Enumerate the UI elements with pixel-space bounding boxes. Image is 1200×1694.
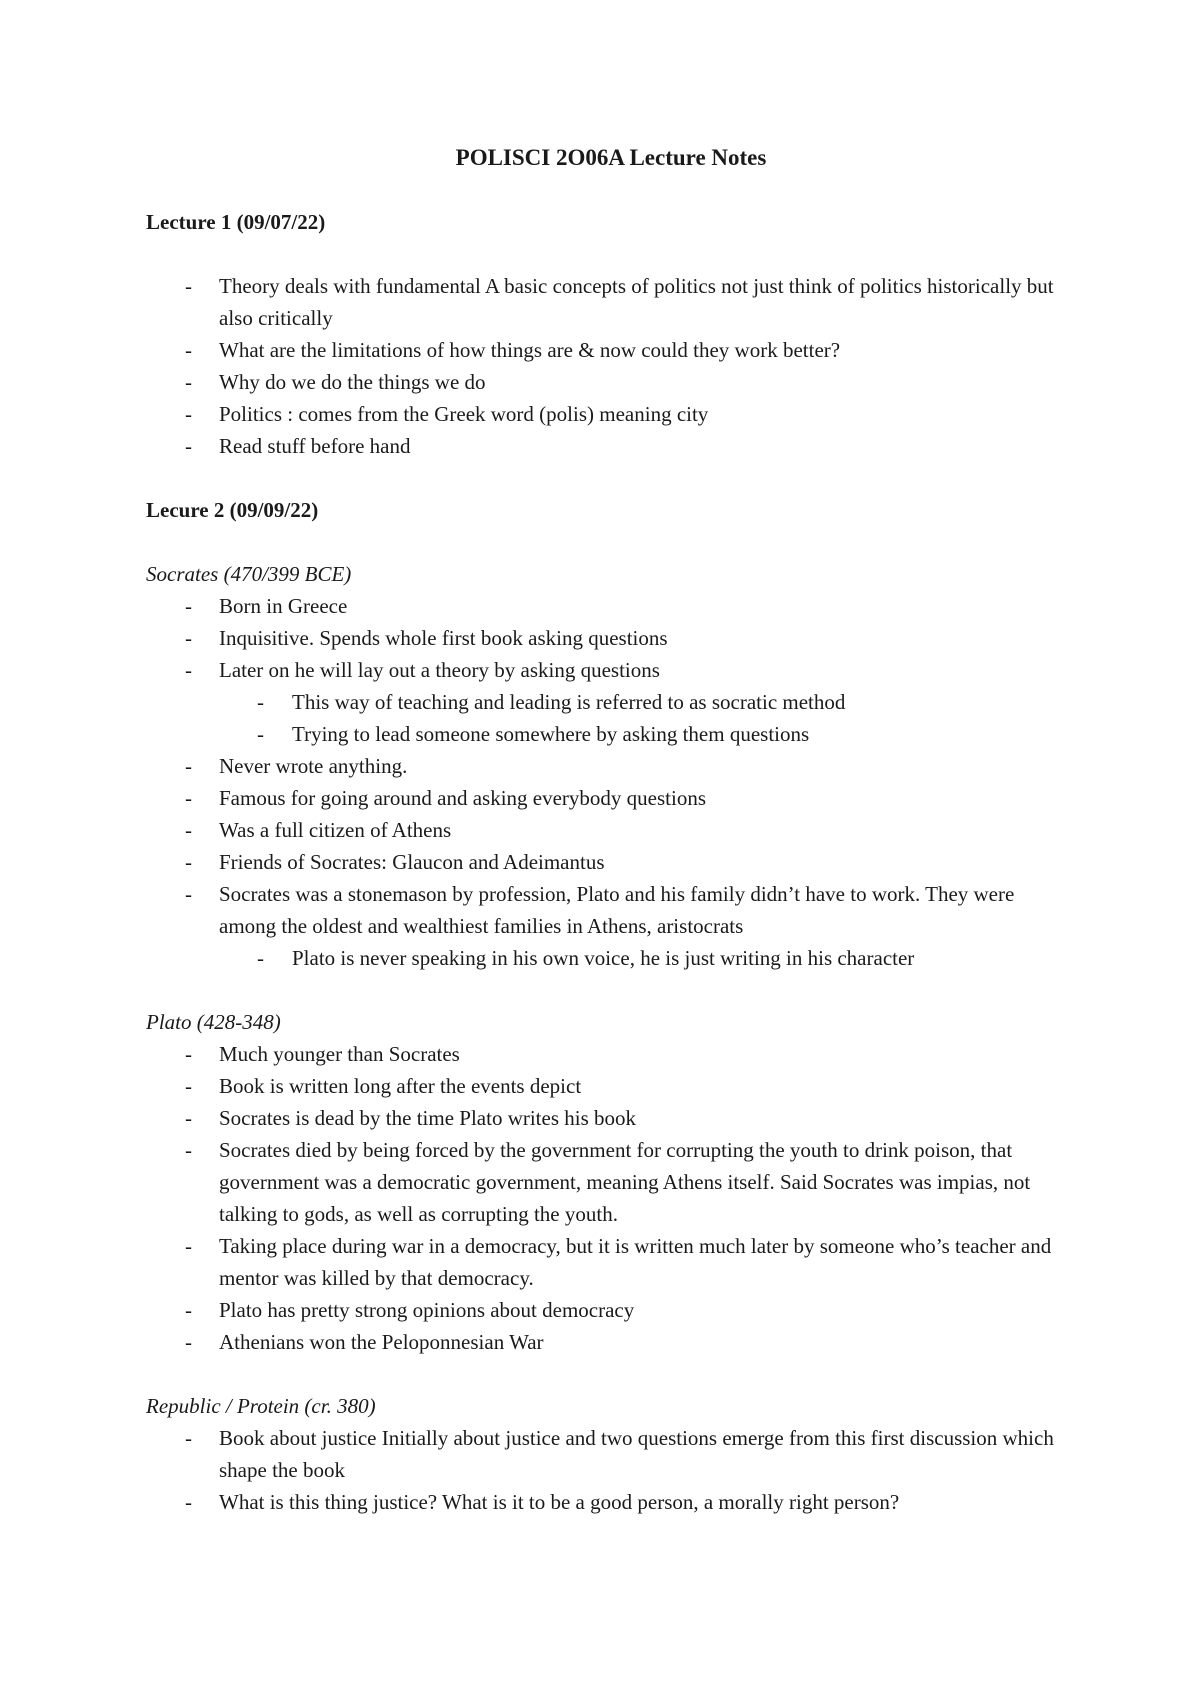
list-item: - Socrates is dead by the time Plato writes his book: [146, 1102, 1076, 1134]
lecture-1-bullets: [146, 270, 1076, 462]
list-item: - Taking place during war in a democracy, but it is written much later by someone who’s teacher and mentor was killed by that democracy.: [146, 1230, 1076, 1294]
list-item: - Was a full citizen of Athens: [146, 814, 1076, 846]
list-item: - Book is written long after the events depict: [146, 1070, 1076, 1102]
list-item: - Never wrote anything.: [146, 750, 1076, 782]
list-item: - Born in Greece: [146, 590, 1076, 622]
document-title: POLISCI 2O06A Lecture Notes: [455, 145, 767, 170]
lecture-1-heading: Lecture 1 (09/07/22): [146, 210, 326, 234]
list-item: - Book about justice Initially about justice and two questions emerge from this first discussion which shape the book: [146, 1422, 1076, 1486]
list-item: - Later on he will lay out a theory by asking questions: [146, 654, 1076, 686]
socrates-heading: Socrates (470/399 BCE): [146, 562, 352, 586]
republic-bullets: [146, 1422, 1076, 1518]
sub-list-item: - Plato is never speaking in his own voice, he is just writing in his character: [146, 942, 1076, 974]
list-item: - Famous for going around and asking everybody questions: [146, 782, 1076, 814]
list-item: - Inquisitive. Spends whole first book asking questions: [146, 622, 1076, 654]
list-item: - Theory deals with fundamental A basic concepts of politics not just think of politics historically but also critically: [146, 270, 1076, 334]
list-item: - Politics : comes from the Greek word (polis) meaning city: [146, 398, 1076, 430]
list-item: - Friends of Socrates: Glaucon and Adeimantus: [146, 846, 1076, 878]
list-item: - Why do we do the things we do: [146, 366, 1076, 398]
document-page: [146, 142, 1076, 1518]
list-item: - Socrates died by being forced by the government for corrupting the youth to drink poison, that government was a democratic government, meaning Athens itself. Said Socrates was impias, not talking to gods, as well as corrupting the youth.: [146, 1134, 1076, 1230]
list-item: - Read stuff before hand: [146, 430, 1076, 462]
list-item: - What are the limitations of how things are & now could they work better?: [146, 334, 1076, 366]
plato-heading: Plato (428-348): [146, 1010, 281, 1034]
republic-heading: Republic / Protein (cr. 380): [146, 1394, 376, 1418]
sub-list-item: - Trying to lead someone somewhere by asking them questions: [146, 718, 1076, 750]
spacer: [146, 1358, 1076, 1390]
list-item: - Athenians won the Peloponnesian War: [146, 1326, 1076, 1358]
socrates-bullets: [146, 590, 1076, 974]
list-item: - Plato has pretty strong opinions about democracy: [146, 1294, 1076, 1326]
lecture-2-heading: Lecure 2 (09/09/22): [146, 498, 319, 522]
list-item: - Socrates was a stonemason by profession, Plato and his family didn’t have to work. They were among the oldest and wealthiest families in Athens, aristocrats: [146, 878, 1076, 942]
spacer: [146, 462, 1076, 494]
list-item: - What is this thing justice? What is it to be a good person, a morally right person?: [146, 1486, 1076, 1518]
list-item: - Much younger than Socrates: [146, 1038, 1076, 1070]
sub-list-item: - This way of teaching and leading is referred to as socratic method: [146, 686, 1076, 718]
spacer: [146, 974, 1076, 1006]
plato-bullets: [146, 1038, 1076, 1358]
